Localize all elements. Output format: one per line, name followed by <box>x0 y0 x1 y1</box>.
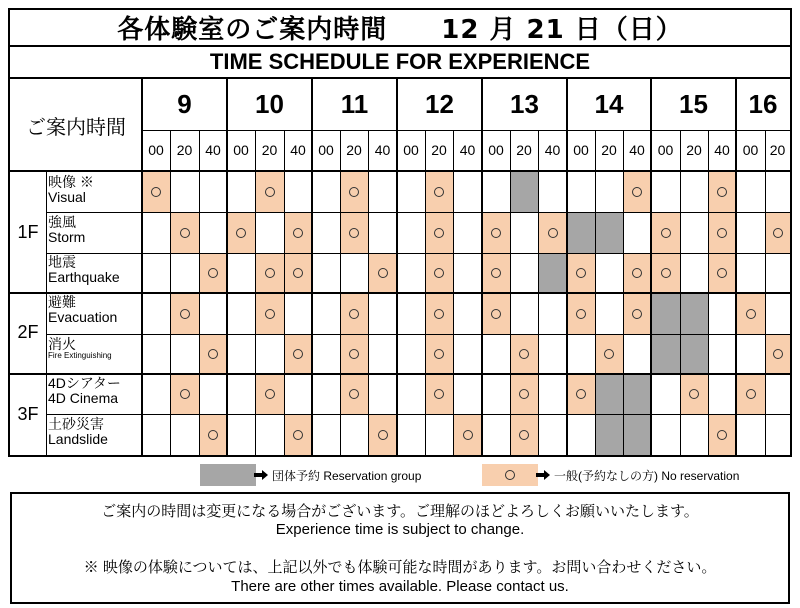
legend-group-swatch <box>200 464 256 486</box>
experience-jp: 地震 <box>48 254 76 270</box>
experience-en: 4D Cinema <box>48 389 119 406</box>
experience-label-storm <box>48 215 85 244</box>
grid-line <box>311 79 313 455</box>
circle-icon <box>208 349 218 359</box>
page-subtitle: TIME SCHEDULE FOR EXPERIENCE <box>209 49 591 74</box>
slot-open <box>255 293 284 334</box>
grid-line <box>10 170 790 172</box>
minute-label: 00 <box>233 142 249 158</box>
notice-line-1: ご案内の時間は変更になる場合がございます。ご理解のほどよろしくお願いいたします。 <box>101 503 699 520</box>
slot-open <box>567 253 595 293</box>
circle-icon <box>505 470 515 480</box>
circle-icon <box>293 268 303 278</box>
circle-icon <box>632 268 642 278</box>
slot-group-reservation <box>510 172 538 212</box>
minute-label: 00 <box>148 142 164 158</box>
slot-open <box>368 253 397 293</box>
slot-open <box>482 293 510 334</box>
circle-icon <box>717 228 727 238</box>
slot-open <box>284 212 312 253</box>
circle-icon <box>180 228 190 238</box>
slot-open <box>708 414 736 455</box>
hour-label: 14 <box>594 89 624 119</box>
circle-icon <box>519 349 529 359</box>
slot-open <box>425 253 453 293</box>
experience-label-earthquake <box>48 255 120 284</box>
slot-open <box>199 414 227 455</box>
slot-open <box>482 253 510 293</box>
circle-icon <box>236 228 246 238</box>
slot-open <box>425 374 453 414</box>
experience-label-visual <box>48 175 94 204</box>
experience-en: Earthquake <box>48 268 120 285</box>
slot-open <box>255 172 284 212</box>
grid-line <box>226 79 228 455</box>
slot-open <box>340 374 368 414</box>
grid-line <box>46 253 790 254</box>
slot-open <box>425 172 453 212</box>
circle-icon <box>491 268 501 278</box>
slot-open <box>425 293 453 334</box>
grid-line <box>142 130 790 131</box>
floor-label-2f: 2F <box>17 322 39 342</box>
slot-open <box>340 334 368 374</box>
circle-icon <box>519 430 529 440</box>
circle-icon <box>434 228 444 238</box>
hour-label: 10 <box>255 89 284 119</box>
circle-icon <box>717 430 727 440</box>
circle-icon <box>773 349 783 359</box>
circle-icon <box>519 389 529 399</box>
minute-label: 40 <box>459 142 476 158</box>
circle-icon <box>293 228 303 238</box>
grid-line <box>735 79 737 455</box>
circle-icon <box>180 309 190 319</box>
circle-icon <box>349 228 359 238</box>
slot-open <box>567 293 595 334</box>
arrow-right-icon <box>544 470 550 480</box>
slot-open <box>765 334 790 374</box>
experience-label-4d-cinema <box>48 376 121 405</box>
experience-en: Landslide <box>48 430 108 447</box>
hour-label: 13 <box>510 89 539 119</box>
slot-group-reservation <box>680 293 708 334</box>
grid-line <box>46 334 790 335</box>
circle-icon <box>548 228 558 238</box>
circle-icon <box>349 349 359 359</box>
circle-icon <box>689 389 699 399</box>
slot-open <box>595 334 623 374</box>
slot-open <box>623 253 651 293</box>
slot-open <box>142 172 170 212</box>
slot-open <box>425 212 453 253</box>
circle-icon <box>717 187 727 197</box>
minute-label: 00 <box>573 142 589 158</box>
circle-icon <box>378 268 388 278</box>
hour-label: 16 <box>748 89 778 119</box>
circle-icon <box>661 268 671 278</box>
hour-label: 11 <box>340 89 369 119</box>
slot-group-reservation <box>538 253 567 293</box>
slot-open <box>623 172 651 212</box>
circle-icon <box>265 309 275 319</box>
circle-icon <box>208 430 218 440</box>
notice-box <box>10 492 790 604</box>
experience-en: Fire Extinguishing <box>48 350 112 360</box>
circle-icon <box>265 268 275 278</box>
circle-icon <box>491 228 501 238</box>
circle-icon <box>491 309 501 319</box>
slot-open <box>708 212 736 253</box>
legend-group-label: 団体予約 Reservation group <box>272 468 422 483</box>
notice-line-2: Experience time is subject to change. <box>275 521 525 538</box>
grid-line <box>46 212 790 213</box>
slot-open <box>170 374 199 414</box>
circle-icon <box>632 309 642 319</box>
slot-open <box>340 293 368 334</box>
circle-icon <box>434 187 444 197</box>
hour-label: 12 <box>425 89 454 119</box>
minute-label: 00 <box>403 142 419 158</box>
legend-open <box>544 464 739 486</box>
minute-label: 40 <box>629 142 645 158</box>
experience-label-evacuation <box>48 295 117 324</box>
slot-open <box>680 374 708 414</box>
experience-jp: 4Dシアター <box>48 375 121 391</box>
grid-line <box>141 79 143 455</box>
minute-label: 20 <box>769 142 786 158</box>
experience-jp: 強風 <box>48 214 76 230</box>
slot-group-reservation <box>680 334 708 374</box>
minute-label: 40 <box>205 142 221 158</box>
minute-label: 20 <box>431 142 447 158</box>
minute-label: 00 <box>657 142 674 158</box>
slot-open <box>510 374 538 414</box>
minute-label: 20 <box>686 142 702 158</box>
legend-open-label: 一般(予約なしの方) No reservation <box>554 468 740 483</box>
minute-label: 40 <box>544 142 561 158</box>
slot-open <box>340 212 368 253</box>
circle-icon <box>293 349 303 359</box>
circle-icon <box>349 187 359 197</box>
slot-group-reservation <box>567 212 595 253</box>
slot-open <box>453 414 482 455</box>
slot-open <box>284 414 312 455</box>
minute-label: 40 <box>374 142 391 158</box>
experience-jp: 避難 <box>48 294 76 310</box>
circle-icon <box>349 389 359 399</box>
circle-icon <box>661 228 671 238</box>
minute-label: 40 <box>714 142 730 158</box>
minute-label: 20 <box>261 142 278 158</box>
experience-label-fire <box>48 337 112 360</box>
grid-line <box>10 373 790 375</box>
notice-line-4: There are other times available. Please contact us. <box>231 578 569 595</box>
slot-group-reservation <box>623 374 651 414</box>
slot-open <box>765 212 790 253</box>
slot-open <box>623 293 651 334</box>
experience-en: Visual <box>48 188 86 205</box>
experience-en: Storm <box>48 228 86 245</box>
circle-icon <box>434 309 444 319</box>
slot-open <box>284 253 312 293</box>
circle-icon <box>576 309 586 319</box>
legend-group <box>262 464 421 486</box>
circle-icon <box>180 389 190 399</box>
slot-open <box>340 172 368 212</box>
circle-icon <box>746 389 756 399</box>
slot-open <box>425 334 453 374</box>
slot-group-reservation <box>595 374 623 414</box>
slot-open <box>199 253 227 293</box>
circle-icon <box>434 389 444 399</box>
slot-open <box>538 212 567 253</box>
circle-icon <box>265 389 275 399</box>
minute-label: 20 <box>176 142 193 158</box>
slot-group-reservation <box>623 414 651 455</box>
slot-open <box>284 334 312 374</box>
experience-en: Evacuation <box>48 308 118 325</box>
circle-icon <box>463 430 473 440</box>
slot-open <box>651 212 680 253</box>
circle-icon <box>773 228 783 238</box>
experience-jp: 消火 <box>48 336 76 352</box>
arrow-right-icon <box>262 470 268 480</box>
page-title: 各体験室のご案内時間 12 月 21 日（日） <box>117 14 683 45</box>
hour-label: 9 <box>177 89 192 119</box>
slot-open <box>567 374 595 414</box>
floor-label-1f: 1F <box>17 221 39 242</box>
circle-icon <box>434 349 444 359</box>
minute-label: 00 <box>742 142 759 158</box>
circle-icon <box>151 187 161 197</box>
slot-open <box>708 172 736 212</box>
grid-line <box>481 79 483 455</box>
circle-icon <box>576 389 586 399</box>
circle-icon <box>576 268 586 278</box>
slot-open <box>255 253 284 293</box>
slot-open <box>255 374 284 414</box>
slot-open <box>170 293 199 334</box>
slot-group-reservation <box>595 212 623 253</box>
slot-open <box>199 334 227 374</box>
minute-label: 00 <box>318 142 334 158</box>
minute-label: 20 <box>346 142 362 158</box>
slot-open <box>227 212 255 253</box>
circle-icon <box>208 268 218 278</box>
grid-line <box>650 79 652 455</box>
minute-label: 40 <box>290 142 306 158</box>
grid-line <box>46 172 47 455</box>
slot-open <box>708 253 736 293</box>
circle-icon <box>265 187 275 197</box>
slot-group-reservation <box>651 293 680 334</box>
slot-open <box>736 293 765 334</box>
floor-label-3f: 3F <box>17 403 39 424</box>
grid-line <box>566 79 568 455</box>
slot-group-reservation <box>651 334 680 374</box>
circle-icon <box>604 349 614 359</box>
minute-label: 00 <box>488 142 504 158</box>
slot-group-reservation <box>595 414 623 455</box>
circle-icon <box>378 430 388 440</box>
experience-jp: 映像 ※ <box>48 174 94 190</box>
circle-icon <box>632 187 642 197</box>
minute-label: 20 <box>601 142 617 158</box>
slot-open <box>510 334 538 374</box>
circle-icon <box>349 309 359 319</box>
slot-open <box>368 414 397 455</box>
grid-line <box>46 414 790 415</box>
grid-line <box>10 292 790 294</box>
circle-icon <box>293 430 303 440</box>
slot-open <box>510 414 538 455</box>
notice-line-3: ※ 映像の体験については、上記以外でも体験可能な時間があります。お問い合わせください。 <box>83 559 717 576</box>
legend-open-swatch <box>482 464 538 486</box>
experience-label-landslide <box>48 417 108 446</box>
grid-line <box>396 79 398 455</box>
circle-icon <box>434 268 444 278</box>
slot-open <box>651 253 680 293</box>
minute-label: 20 <box>516 142 532 158</box>
hour-label: 15 <box>679 89 708 119</box>
slot-open <box>736 374 765 414</box>
circle-icon <box>717 268 727 278</box>
circle-icon <box>746 309 756 319</box>
experience-jp: 土砂災害 <box>48 416 104 432</box>
slot-open <box>482 212 510 253</box>
corner-label: ご案内時間 <box>26 116 126 139</box>
slot-open <box>170 212 199 253</box>
